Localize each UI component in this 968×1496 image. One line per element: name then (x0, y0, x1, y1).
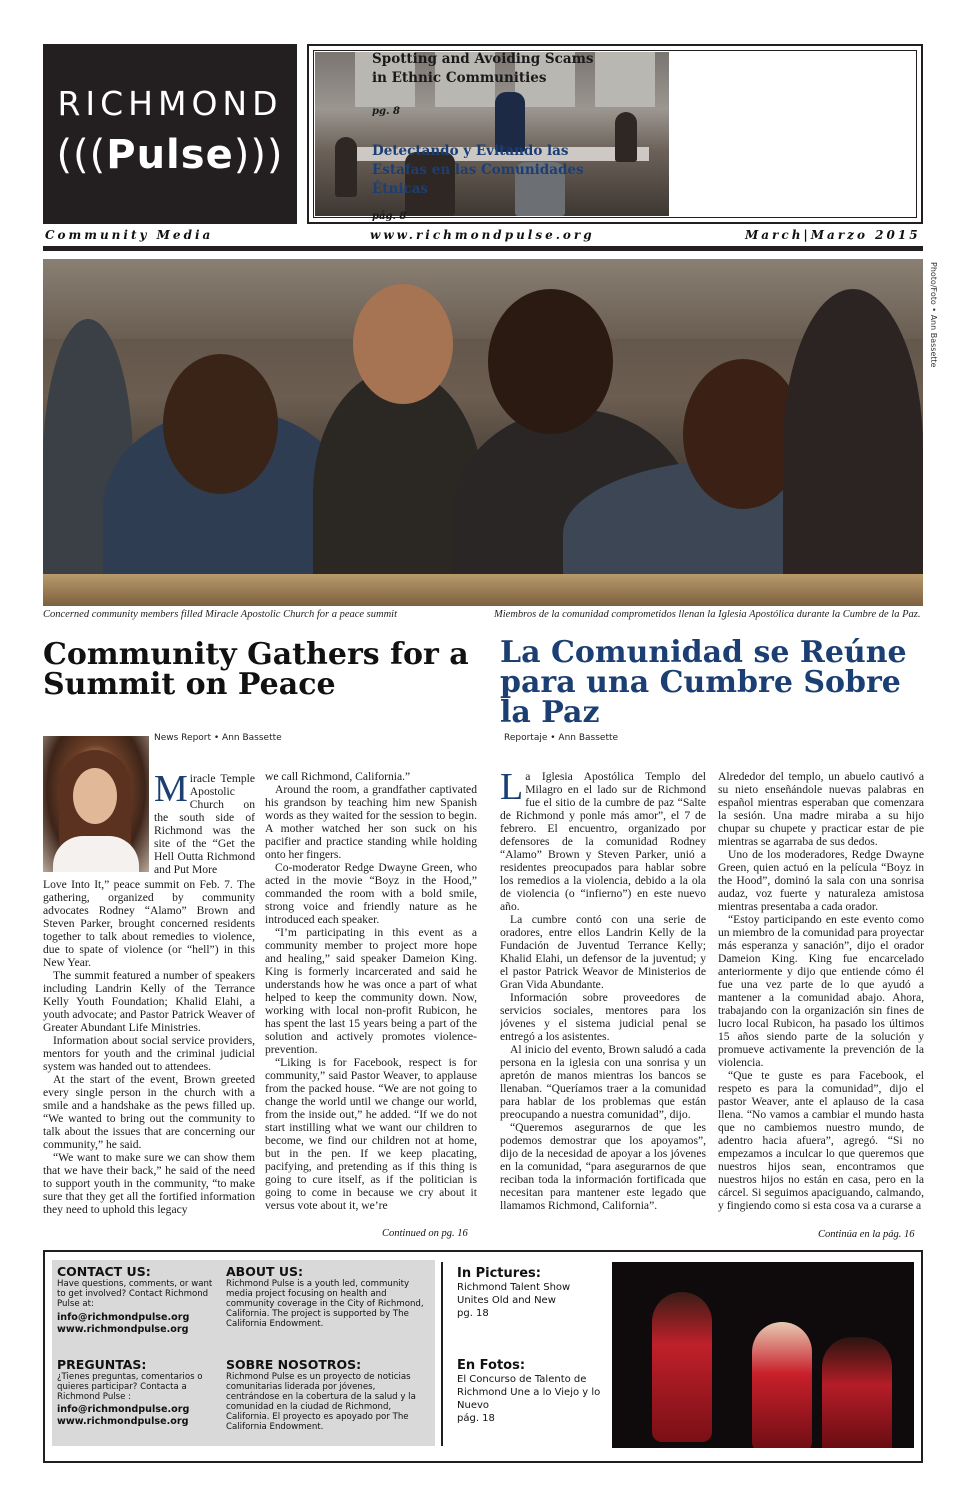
teaser-es-page: pág. 8 (372, 211, 407, 222)
article-paragraph: we call Richmond, California.” (265, 770, 411, 783)
photo-person (335, 137, 357, 197)
article-paragraph: Around the room, a grandfather captivated his grandson by teaching him new Spanish words as they waited for the session to begin. A mother watched her son suck on his pacifier and practice standing while holding onto her fingers. (265, 783, 477, 861)
photo-person (783, 289, 923, 606)
article-paragraph: Alrededor del templo, un abuelo cautivó a su nieto enseñándole nuevas palabras en español mientras esperaban que comenzara la sesión. Una madre miraba a su hijo chupar su chupete y practicar estar de pie mientras se agarraba de sus dedos. (718, 770, 924, 848)
preguntas-email-link[interactable]: info@richmondpulse.org (57, 1404, 190, 1415)
in-pictures-text[interactable]: Richmond Talent Show Unites Old and New (457, 1282, 571, 1306)
photo-window (595, 52, 655, 107)
dropcap-es: L (500, 770, 524, 808)
footer-divider (441, 1262, 443, 1446)
article-paragraph: Información sobre proveedores de servicios sociales, mentores para los jóvenes y el sistema judicial penal se entregó a los asistentes. (500, 991, 706, 1043)
teaser-en-title[interactable]: Spotting and Avoiding Scams in Ethnic Communities (372, 51, 594, 86)
article-en-p1-rest: Love Into It,” peace summit on Feb. 7. The gathering, organized by community advocates Rodney “Alamo” Brown and Steven Parker, brought concerned residents together to talk about remedies to violence, due to spate of violence (or “hell”) in this New Year. (43, 878, 255, 969)
continued-es[interactable]: Continúa en la pág. 16 (818, 1229, 915, 1240)
in-pictures-page: pg. 18 (457, 1308, 489, 1319)
pulse-waves-left: ((( (56, 132, 107, 178)
photo-credit: Photo/Foto • Ann Bassette (929, 262, 938, 368)
photo-person (615, 112, 637, 162)
photo-head (488, 289, 613, 434)
teaser-es[interactable] (372, 142, 612, 226)
contact-text: Have questions, comments, or want to get involved? Contact Richmond Pulse at: (57, 1279, 213, 1309)
caption-en: Concerned community members filled Miracle Apostolic Church for a peace summit (43, 609, 398, 620)
in-pictures-heading: In Pictures: (457, 1266, 541, 1281)
continued-en[interactable]: Continued on pg. 16 (382, 1228, 468, 1239)
article-paragraph: Uno de los moderadores, Redge Dwayne Green, quien actuó en la película “Boyz in the Hood”, dominó la sala con una sonrisa audaz, voz fuerte y naturaleza amistosa mientras presentaba a cada orador. (718, 848, 924, 913)
preguntas-web-link[interactable]: www.richmondpulse.org (57, 1416, 189, 1427)
en-fotos-heading: En Fotos: (457, 1358, 526, 1373)
dropcap-en: M (154, 772, 188, 810)
article-paragraph (154, 772, 255, 876)
sobre-heading: SOBRE NOSOTROS: (226, 1357, 362, 1372)
contact-web-link[interactable]: www.richmondpulse.org (57, 1324, 189, 1335)
article-es-col1 (500, 770, 706, 1220)
article-paragraph: “I’m participating in this event as a community member to project more hope and healing,” said speaker Dameion King. King is formerly incarcerated and said he understands how he was once a part of what helped to keep the community down. Now, working with local non-profit Rubicon, he has spent the last 15 years being a part of the solution and actively promotes violence-prevention. (265, 926, 477, 1056)
article-en-col1-top (154, 772, 255, 882)
article-paragraph: Co-moderator Redge Dwayne Green, who acted in the movie “Boyz in the Hood,” commanded the room with a bold smile, strong voice and friendly nature as he introduced each speaker. (265, 861, 477, 926)
photo-dancer (752, 1322, 812, 1448)
author-photo (43, 736, 149, 872)
photo-head (353, 284, 453, 404)
article-paragraph: “Que te guste es para Facebook, el respeto es para la comunidad”, dijo el pastor Weaver, ante el aplauso de la casa llena. “No vamos a cambiar el mundo hasta que no cambiemos nuestro mundo, de adentro hacia afuera”, agregó. “Si no empezamos a inculcar lo que queremos que nuestros hijos sean, encontramos que nuestros hijos no están en casa, pero en la cárcel. Si seguimos apaciguando, calmando, y fingiendo como si esta cosa va a curarse a (718, 1069, 924, 1212)
photo-head (163, 354, 278, 494)
article-es-p1: a Iglesia Apostólica Templo del Milagro en el lado sur de Richmond fue el sitio de la cumbre de paz “Salte de Richmond y ponle más amor”, el 7 de febrero. El encuentro, organizado por defensores de la comunidad Rodney “Alamo” Brown y Steven Parker, unió a residentes preocupados para hablar sobre los remedios a la violencia, debido a la ola de violencia (o “infierno”) en este nuevo año. (500, 770, 706, 913)
photo-dancer (822, 1337, 892, 1448)
contact-heading: CONTACT US: (57, 1264, 151, 1279)
contact-email-link[interactable]: info@richmondpulse.org (57, 1312, 190, 1323)
byline-es: Reportaje • Ann Bassette (504, 733, 619, 743)
pulse-waves-right: ))) (233, 132, 284, 178)
teaser-en[interactable] (372, 50, 604, 121)
sobre-text: Richmond Pulse es un proyecto de noticias comunitarias liderada por jóvenes, centrándose en la cobertura de la salud y la comunidad en la ciudad de Richmond, California. El proyecto es apoyado por The California Endowment. (226, 1372, 416, 1432)
article-paragraph (500, 770, 706, 913)
tagline-community: Community Media (45, 228, 214, 242)
article-paragraph: “Estoy participando en este evento como un miembro de la comunidad para proyectar más esperanza y sanación”, dijo el orador Dameion King. King fue encarcelado anteriormente y dijo que entiende cómo él fue una vez parte de lo que ayudó a mantener a la comunidad abajo. Ahora, trabajando con la organización sin fines de lucro local Rubicon, ha pasado los últimos 15 años siendo parte de la solución y promueve activamente la prevención de la violencia. (718, 913, 924, 1069)
article-paragraph: “Liking is for Facebook, respect is for community,” said Pastor Weaver, to applause from the packed house. “We are not going to change the world until we change our world, from the inside out,” he added. “If we do not start instilling what we want our children to become, we find our children not at home, but in the pen. If we keep placating, pacifying, and pretending as if this thing is going to cure itself, as if the politician is going to come in because we cry about it versus vote about it, we’re (265, 1056, 477, 1212)
logo-richmond: RICHMOND (57, 84, 283, 123)
headline-es: La Comunidad se Reúne para una Cumbre Sobre la Paz (500, 635, 907, 730)
teaser-es-title[interactable]: Detectando y Evitando las Estafas en las Comunidades Étnicas (372, 143, 584, 197)
article-paragraph: Al inicio del evento, Brown saludó a cada persona en la iglesia con una sonrisa y un apretón de manos mientras los bancos se llenaban. “Queríamos traer a la comunidad para hablar de los problemas que están preocupando a nuestra comunidad”, dijo. (500, 1043, 706, 1121)
in-pictures-block[interactable] (457, 1266, 605, 1320)
preguntas-heading: PREGUNTAS: (57, 1357, 147, 1372)
photo-pew (43, 574, 923, 606)
talent-show-photo (612, 1262, 914, 1448)
about-us-block (226, 1264, 426, 1329)
teaser-en-page: pg. 8 (372, 106, 400, 117)
photo-shirt (53, 836, 139, 872)
masthead-logo (43, 44, 297, 224)
article-paragraph: At the start of the event, Brown greeted every single person in the church with a smile and a handshake as the pews filled up. “We wanted to bring out the community to talk about the issues that are concerning our community,” he said. (43, 1073, 255, 1151)
about-heading: ABOUT US: (226, 1264, 304, 1279)
about-text: Richmond Pulse is a youth led, community media project focusing on health and community coverage in the City of Richmond, California. The project is supported by The California Endowment. (226, 1279, 424, 1329)
tagline-date: March|Marzo 2015 (745, 228, 921, 242)
sobre-nosotros-block (226, 1357, 431, 1432)
article-en-col2 (265, 770, 477, 1218)
en-fotos-block[interactable] (457, 1358, 607, 1425)
en-fotos-text[interactable]: El Concurso de Talento de Richmond Une a lo Viejo y lo Nuevo (457, 1374, 601, 1411)
masthead-rule (43, 246, 923, 251)
article-paragraph: La cumbre contó con una serie de oradores, entre ellos Landrin Kelly de la Fundación de Juventud Terrance Kelly; Khalid Elahi, un defensor de la juventud; y el pastor Patrick Weavor de Ministerios de Gran Vida Abundante. (500, 913, 706, 991)
tagline-website[interactable]: www.richmondpulse.org (370, 228, 595, 242)
en-fotos-page: pág. 18 (457, 1413, 495, 1424)
photo-dancer (652, 1292, 712, 1442)
contact-us-block (57, 1264, 217, 1336)
article-en-p1-start: iracle Temple Apostolic Church on the south side of Richmond was the site of the “Get the Hell Outta Richmond and Put More (154, 772, 255, 876)
caption-es: Miembros de la comunidad comprometidos llenan la Iglesia Apostólica durante la Cumbre de la Paz. (494, 609, 921, 620)
article-paragraph: “We want to make sure we can show them that we have their back,” he said of the need to support youth in the community, “to make sure that they get all the fortified information they need to uphold this legacy (43, 1151, 255, 1216)
pulse-word: Pulse (106, 132, 234, 178)
preguntas-text: ¿Tienes preguntas, comentarios o quieres participar? Contacta a Richmond Pulse : (57, 1372, 203, 1402)
headline-en: Community Gathers for a Summit on Peace (43, 637, 469, 702)
article-paragraph: “Queremos asegurarnos de que les podemos demostrar que los apoyamos”, dijo de la necesidad de apoyar a los jóvenes en la comunidad, “para asegurarnos de que reciban toda la información fortificada que necesitan para mantener este legado que llamamos Richmond, California”. (500, 1121, 706, 1212)
hero-photo (43, 259, 923, 606)
article-paragraph: Information about social service providers, mentors for youth and the criminal judicial system was handed out to attendees. (43, 1034, 255, 1073)
article-en-col1 (43, 878, 255, 1218)
photo-wall (43, 259, 923, 339)
logo-pulse (43, 132, 297, 178)
byline-en: News Report • Ann Bassette (154, 733, 282, 743)
photo-face (73, 768, 117, 824)
article-paragraph: The summit featured a number of speakers including Landrin Kelly of the Terrance Kelly Youth Foundation; Khalid Elahi, a youth advocate; and Pastor Patrick Weaver of Greater Abundant Life Ministries. (43, 969, 255, 1034)
article-es-col2 (718, 770, 924, 1220)
preguntas-block (57, 1357, 217, 1428)
